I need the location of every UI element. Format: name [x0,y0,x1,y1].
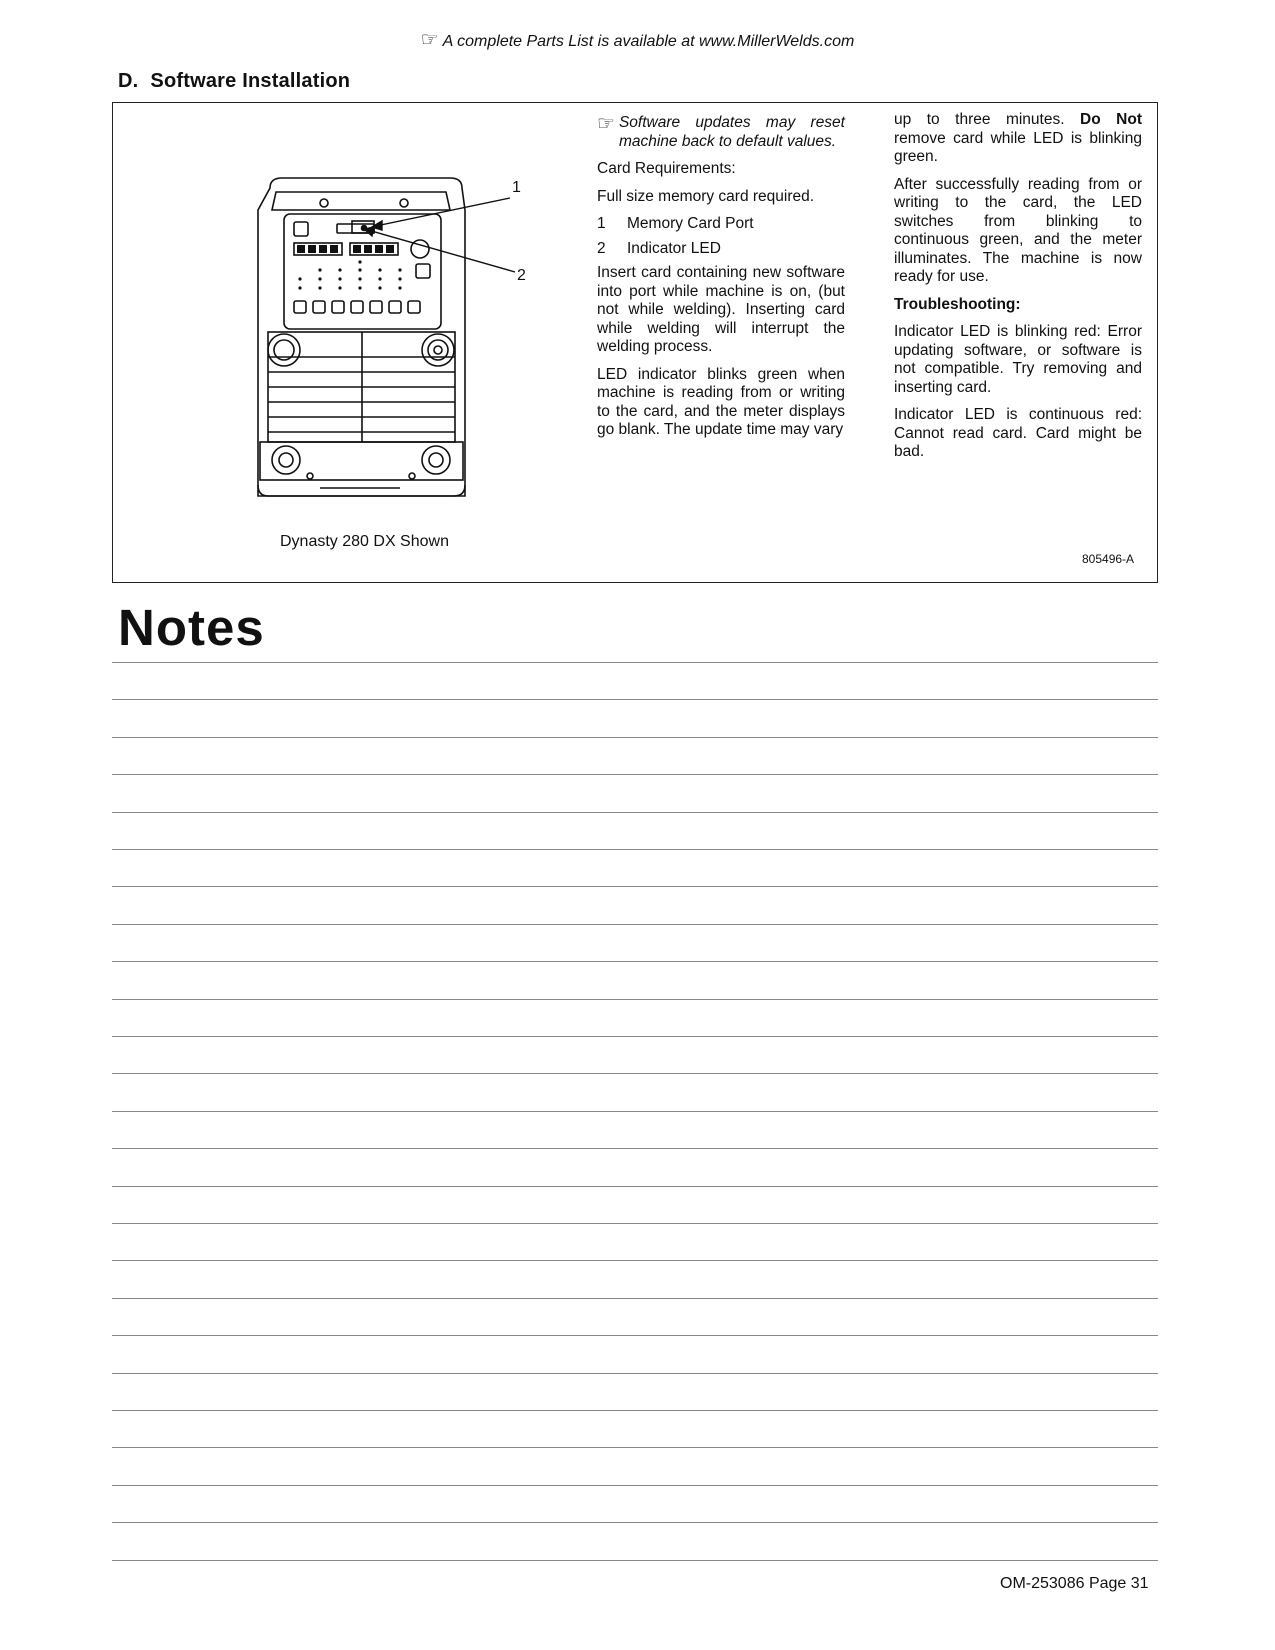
callout-1-label: 1 [512,179,521,196]
notes-rule-line [112,1485,1158,1486]
notes-rule-line [112,1073,1158,1074]
dynasty-machine-illustration [240,170,540,520]
notes-rule-line [112,1260,1158,1261]
figure-code: 805496-A [1082,552,1135,566]
notes-rule-line [112,961,1158,962]
parts-list-note [0,27,1275,52]
pointing-hand-icon: ☞ [420,29,439,51]
callout-2-label: 2 [517,267,526,284]
continuous-red-text: Indicator LED is continuous red: Cannot read card. Card might be bad. [894,406,1142,460]
list-item-label: Indicator LED [627,239,721,257]
section-title-text: Software Installation [150,70,351,92]
full-size-card-text: Full size memory card required. [597,187,815,205]
notes-rule-line [112,1111,1158,1112]
notes-rule-line [112,1148,1158,1149]
notes-rule-line [112,1335,1158,1336]
notes-rule-line [112,924,1158,925]
parts-list-text: A complete Parts List is available at www.MillerWelds.com [442,33,855,50]
blinking-red-text: Indicator LED is blinking red: Error updating software, or software is not compatible. Try removing and inserting card. [894,323,1142,396]
section-letter: D. [118,70,139,92]
continued-text-pre: up to three minutes. [894,111,1081,128]
notes-rule-line [112,737,1158,738]
instructions-column-2 [894,111,1142,471]
notes-rule-line [112,1223,1158,1224]
continued-text-post: remove card while LED is blinking green. [894,129,1142,165]
notes-rule-line [112,1298,1158,1299]
notes-rule-line [112,999,1158,1000]
list-item-number: 2 [597,239,606,257]
notes-rule-line [112,1186,1158,1187]
notes-rule-line [112,662,1158,663]
page-footer: OM-253086 Page 31 [1000,1575,1149,1592]
software-reset-note-text: Software updates may reset machine back to default values. [618,114,845,150]
do-not-warning: Do Not [1080,111,1142,128]
section-title [118,70,350,93]
card-requirements-label: Card Requirements: [597,160,736,177]
pointing-hand-icon: ☞ [597,113,615,135]
notes-rule-line [112,1036,1158,1037]
led-indicator-text: LED indicator blinks green when machine is reading from or writing to the card, and the meter displays go blank. The update time may vary [597,365,845,438]
list-item-number: 1 [597,215,606,232]
notes-rule-line [112,774,1158,775]
notes-rule-line [112,849,1158,850]
figure-caption: Dynasty 280 DX Shown [280,533,449,550]
notes-rule-line [112,886,1158,887]
list-item [597,240,845,259]
troubleshooting-heading: Troubleshooting: [894,295,1021,313]
software-reset-note [597,114,845,151]
list-item [597,215,845,234]
after-success-text: After successfully reading from or writing to the card, the LED switches from blinking to continuous green, and the meter illuminates. The machine is now ready for use. [894,175,1142,285]
notes-title: Notes [118,599,265,656]
notes-rule-line [112,1373,1158,1374]
insert-card-instructions: Insert card containing new software into port while machine is on, (but not while welding). Inserting card while welding will interrupt the welding process. [597,264,845,355]
notes-rule-line [112,699,1158,700]
list-item-label: Memory Card Port [627,215,754,232]
instructions-column-1 [597,114,845,449]
notes-rule-line [112,1560,1158,1561]
notes-rule-line [112,1410,1158,1411]
notes-rule-line [112,1522,1158,1523]
notes-rule-line [112,1447,1158,1448]
notes-rule-line [112,812,1158,813]
update-time-continued [894,111,1142,167]
